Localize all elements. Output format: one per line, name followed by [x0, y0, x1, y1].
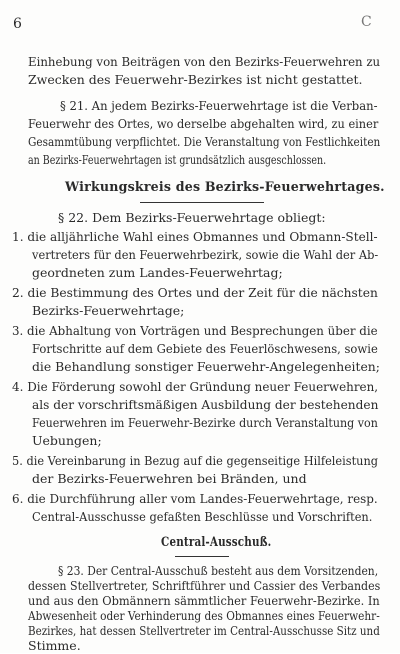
list-item-line: die Behandlung sonstiger Feuerwehr-Angelegenheiten;	[32, 359, 380, 374]
list-item-line: 4. Die Förderung sowohl der Gründung neuer Feuerwehren,	[12, 379, 379, 394]
section-heading: Wirkungskreis des Bezirks-Feuerwehrtages.	[64, 180, 385, 195]
list-item-line: geordneten zum Landes-Feuerwehrtag;	[32, 265, 283, 280]
list-item-line: 1. die alljährliche Wahl eines Obmannes und Obmann-Stell-	[12, 229, 378, 244]
text-line: § 22. Dem Bezirks-Feuerwehrtage obliegt:	[58, 210, 326, 225]
list-item-line: 5. die Vereinbarung in Bezug auf die gegenseitige Hilfeleistung	[12, 453, 379, 468]
list-item-line: der Bezirks-Feuerwehren bei Bränden, und	[32, 471, 307, 486]
section-heading: Central-Ausschuß.	[161, 535, 272, 550]
list-item-line: 6. die Durchführung aller vom Landes-Feuerwehrtage, resp.	[12, 491, 378, 506]
text-line: § 23. Der Central-Ausschuß besteht aus dem Vorsitzenden,	[58, 563, 379, 578]
list-item-line: vertreters für den Feuerwehrbezirk, sowie die Wahl der Ab-	[32, 247, 379, 262]
list-item-line: Fortschritte auf dem Gebiete des Feuerlöschwesens, sowie	[32, 341, 378, 356]
corner-mark: C	[361, 14, 372, 30]
text-line: Einhebung von Beiträgen von den Bezirks-Feuerwehren zu	[28, 54, 381, 69]
list-item-line: Feuerwehren im Feuerwehr-Bezirke durch Veranstaltung von	[32, 415, 378, 430]
text-line: Bezirkes, hat dessen Stellvertreter im Central-Ausschusse Sitz und	[28, 623, 380, 638]
text-line: Zwecken des Feuerwehr-Bezirkes ist nicht gestattet.	[28, 72, 363, 87]
list-item-line: 2. die Bestimmung des Ortes und der Zeit für die nächsten	[12, 285, 378, 300]
list-item-line: als der vorschriftsmäßigen Ausbildung der bestehenden	[32, 397, 379, 412]
text-line: Stimme.	[28, 638, 81, 653]
list-item-line: Uebungen;	[32, 433, 102, 448]
divider-rule	[140, 202, 264, 203]
text-line: Abwesenheit oder Verhinderung des Obmannes eines Feuerwehr-	[28, 608, 380, 623]
text-line: Gesammtübung verpflichtet. Die Veranstaltung von Festlichkeiten	[28, 134, 381, 149]
text-line: Feuerwehr des Ortes, wo derselbe abgehalten wird, zu einer	[28, 116, 379, 131]
text-line: § 21. An jedem Bezirks-Feuerwehrtage ist die Verban-	[60, 98, 378, 113]
list-item-line: Central-Ausschusse gefaßten Beschlüsse und Vorschriften.	[32, 509, 373, 524]
text-line: dessen Stellvertreter, Schriftführer und Cassier des Verbandes	[28, 578, 381, 593]
text-line: an Bezirks-Feuerwehrtagen ist grundsätzlich ausgeschlossen.	[28, 152, 327, 167]
list-item-line: Bezirks-Feuerwehrtage;	[32, 303, 185, 318]
page-number: 6	[13, 16, 22, 32]
list-item-line: 3. die Abhaltung von Vorträgen und Besprechungen über die	[12, 323, 378, 338]
divider-rule	[175, 556, 229, 557]
text-line: und aus den Obmännern sämmtlicher Feuerwehr-Bezirke. In	[28, 593, 380, 608]
